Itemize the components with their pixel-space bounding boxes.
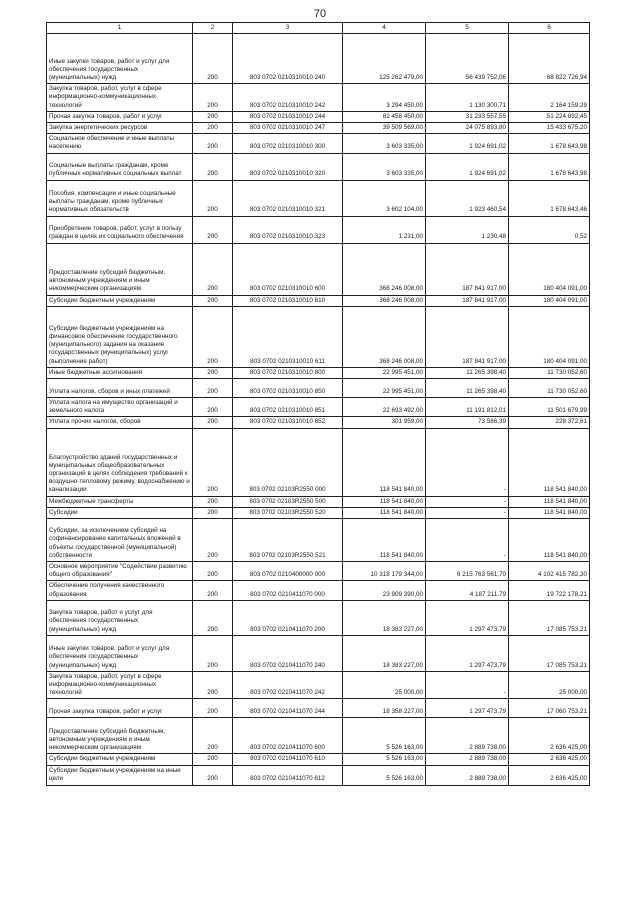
row-code-cell: 803 0702 0210310010 610	[233, 295, 343, 306]
row-column-2-cell: 200	[193, 34, 233, 84]
row-column-2-cell: 200	[193, 367, 233, 378]
row-column-2-cell: 200	[193, 754, 233, 765]
row-value-col4-cell: 5 526 163,00	[343, 765, 426, 785]
row-column-2-cell: 200	[193, 765, 233, 785]
row-name-cell: Иные закупки товаров, работ и услуг для обеспечения государственных (муниципальных) нужд	[47, 635, 193, 671]
row-column-2-cell: 200	[193, 216, 233, 243]
row-name-cell: Социальное обеспечение и иные выплаты населению	[47, 134, 193, 153]
row-code-cell: 803 0702 0210411070 242	[233, 671, 343, 699]
row-value-col6-cell: 19 722 178,21	[509, 581, 590, 600]
row-column-2-cell: 200	[193, 428, 233, 496]
row-value-col6-cell: 1 678 643,98	[509, 153, 590, 180]
row-code-cell: 803 0702 02103R2550 521	[233, 519, 343, 562]
table-row	[47, 134, 590, 153]
table-row	[47, 754, 590, 765]
row-code-cell: 803 0702 0210310010 321	[233, 180, 343, 216]
row-value-col6-cell: 180 404 091,00	[509, 243, 590, 295]
row-value-col6-cell: 68 822 726,94	[509, 34, 590, 84]
row-name-cell: Иные закупки товаров, работ и услуг для обеспечения государственных (муниципальных) нужд	[47, 34, 193, 84]
table-row	[47, 581, 590, 600]
column-header: 4	[343, 23, 426, 34]
row-code-cell: 803 0702 0210411070 600	[233, 718, 343, 754]
row-name-cell: Субсидии, за исключением субсидий на софинансирование капитальных вложений в объекты государственной (муниципальной) собственности	[47, 519, 193, 562]
row-value-col6-cell: 17 085 753,21	[509, 635, 590, 671]
row-name-cell: Предоставление субсидий бюджетным, автономным учреждениям и иным некоммерческим организациям	[47, 243, 193, 295]
row-name-cell: Субсидии бюджетным учреждениям на иные цели	[47, 765, 193, 785]
row-value-col6-cell: 228 372,61	[509, 417, 590, 428]
row-value-col5-cell: 73 586,39	[426, 417, 509, 428]
row-name-cell: Предоставление субсидий бюджетным, автономным учреждениям и иным некоммерческим организациям	[47, 718, 193, 754]
row-column-2-cell: 200	[193, 600, 233, 635]
row-value-col6-cell: 2 636 425,00	[509, 718, 590, 754]
row-name-cell: Основное мероприятие "Содействие развитию общего образования"	[47, 562, 193, 581]
row-code-cell: 803 0702 02103R2550 000	[233, 428, 343, 496]
row-value-col5-cell: 2 889 738,00	[426, 718, 509, 754]
row-value-col6-cell: 180 404 091,00	[509, 306, 590, 367]
row-name-cell: Обеспечение получения качественного образования	[47, 581, 193, 600]
row-value-col5-cell: 1 297 473,79	[426, 635, 509, 671]
row-value-col5-cell: 2 889 738,00	[426, 765, 509, 785]
row-code-cell: 803 0702 02103R2550 520	[233, 507, 343, 518]
row-value-col6-cell: 118 541 840,00	[509, 507, 590, 518]
row-value-col5-cell: 56 439 752,06	[426, 34, 509, 84]
row-name-cell: Межбюджетные трансферты	[47, 496, 193, 507]
row-column-2-cell: 200	[193, 671, 233, 699]
row-code-cell: 803 0702 0210310010 320	[233, 153, 343, 180]
row-value-col4-cell: 22 995 451,00	[343, 379, 426, 398]
column-header: 1	[47, 23, 193, 34]
table-row	[47, 699, 590, 718]
table-row	[47, 507, 590, 518]
row-code-cell: 803 0702 0210310010 850	[233, 379, 343, 398]
row-value-col5-cell: 187 841 917,00	[426, 306, 509, 367]
row-value-col5-cell: 1 924 691,02	[426, 134, 509, 153]
row-name-cell: Прочая закупка товаров, работ и услуг	[47, 699, 193, 718]
table-row	[47, 398, 590, 417]
row-value-col5-cell: -	[426, 507, 509, 518]
row-value-col4-cell: 3 603 335,00	[343, 153, 426, 180]
row-value-col6-cell: 2 636 425,00	[509, 765, 590, 785]
table-row	[47, 295, 590, 306]
row-name-cell: Закупка товаров, работ, услуг в сфере информационно-коммуникационных технологий	[47, 84, 193, 112]
row-value-col4-cell: 301 959,00	[343, 417, 426, 428]
row-value-col5-cell: 187 841 917,00	[426, 243, 509, 295]
row-column-2-cell: 200	[193, 180, 233, 216]
table-row	[47, 519, 590, 562]
row-value-col5-cell: 11 265 398,40	[426, 379, 509, 398]
row-value-col6-cell: 17 085 753,21	[509, 600, 590, 635]
row-code-cell: 803 0702 0210411070 244	[233, 699, 343, 718]
row-code-cell: 803 0702 02103R2550 500	[233, 496, 343, 507]
row-value-col6-cell: 1 678 643,46	[509, 180, 590, 216]
row-code-cell: 803 0702 0210310010 240	[233, 34, 343, 84]
row-value-col6-cell: 118 541 840,00	[509, 519, 590, 562]
table-header-row	[47, 23, 590, 34]
row-value-col4-cell: 3 603 335,00	[343, 134, 426, 153]
row-column-2-cell: 200	[193, 635, 233, 671]
column-header: 3	[233, 23, 343, 34]
row-value-col6-cell: 2 164 159,29	[509, 84, 590, 112]
row-value-col4-cell: 3 602 104,00	[343, 180, 426, 216]
row-column-2-cell: 200	[193, 417, 233, 428]
row-column-2-cell: 200	[193, 699, 233, 718]
row-column-2-cell: 200	[193, 134, 233, 153]
row-value-col5-cell: 1 297 473,79	[426, 699, 509, 718]
row-value-col4-cell: 23 909 390,00	[343, 581, 426, 600]
row-column-2-cell: 200	[193, 379, 233, 398]
row-column-2-cell: 200	[193, 718, 233, 754]
row-value-col6-cell: 118 541 840,00	[509, 428, 590, 496]
row-value-col4-cell: 368 246 008,00	[343, 295, 426, 306]
row-value-col4-cell: 10 318 179 344,00	[343, 562, 426, 581]
row-value-col4-cell: 368 246 008,00	[343, 243, 426, 295]
row-name-cell: Закупка товаров, работ, услуг в сфере информационно-коммуникационных технологий	[47, 671, 193, 699]
row-code-cell: 803 0702 0210310010 323	[233, 216, 343, 243]
row-name-cell: Уплата налога на имущество организаций и земельного налога	[47, 398, 193, 417]
row-value-col4-cell: 3 294 450,00	[343, 84, 426, 112]
row-code-cell: 803 0702 0210310010 242	[233, 84, 343, 112]
row-column-2-cell: 200	[193, 519, 233, 562]
row-value-col4-cell: 118 541 840,00	[343, 428, 426, 496]
row-value-col5-cell: -	[426, 496, 509, 507]
row-code-cell: 803 0702 0210411070 240	[233, 635, 343, 671]
row-code-cell: 803 0702 0210310010 852	[233, 417, 343, 428]
row-value-col5-cell: 1 924 691,02	[426, 153, 509, 180]
table-row	[47, 718, 590, 754]
row-value-col5-cell: 1 297 473,79	[426, 600, 509, 635]
row-name-cell: Субсидии бюджетным учреждениям	[47, 754, 193, 765]
table-row	[47, 123, 590, 134]
row-name-cell: Иные бюджетные ассигнования	[47, 367, 193, 378]
row-name-cell: Пособия, компенсации и иные социальные выплаты гражданам, кроме публичных нормативных обязательств	[47, 180, 193, 216]
row-code-cell: 803 0702 0210411070 612	[233, 765, 343, 785]
row-column-2-cell: 200	[193, 398, 233, 417]
budget-table	[46, 22, 590, 786]
row-name-cell: Субсидии бюджетным учреждениям	[47, 295, 193, 306]
row-value-col4-cell: 18 383 227,00	[343, 635, 426, 671]
row-code-cell: 803 0702 0210310010 611	[233, 306, 343, 367]
row-code-cell: 803 0702 0210411070 200	[233, 600, 343, 635]
row-value-col4-cell: 22 995 451,00	[343, 367, 426, 378]
table-row	[47, 243, 590, 295]
row-value-col5-cell: 1 130 300,71	[426, 84, 509, 112]
table-row	[47, 635, 590, 671]
table-row	[47, 367, 590, 378]
row-value-col5-cell: 6 215 763 561,70	[426, 562, 509, 581]
column-header: 6	[509, 23, 590, 34]
row-column-2-cell: 200	[193, 562, 233, 581]
row-value-col6-cell: 180 404 091,00	[509, 295, 590, 306]
row-value-col4-cell: 118 541 840,00	[343, 519, 426, 562]
table-row	[47, 306, 590, 367]
row-value-col4-cell: 118 541 840,00	[343, 507, 426, 518]
row-name-cell: Субсидии	[47, 507, 193, 518]
row-name-cell: Социальные выплаты гражданам, кроме публичных нормативных социальных выплат	[47, 153, 193, 180]
table-row	[47, 671, 590, 699]
row-value-col6-cell: 1 678 643,98	[509, 134, 590, 153]
row-name-cell: Субсидии бюджетным учреждениям на финансовое обеспечение государственного (муниципального) задания на оказание государственных (муниципальных) услуг (выполнение работ)	[47, 306, 193, 367]
table-row	[47, 765, 590, 785]
row-column-2-cell: 200	[193, 84, 233, 112]
row-value-col5-cell: 2 889 738,00	[426, 754, 509, 765]
row-code-cell: 803 0702 0210411070 000	[233, 581, 343, 600]
row-value-col5-cell: 31 233 557,55	[426, 111, 509, 122]
row-name-cell: Закупка энергетических ресурсов	[47, 123, 193, 134]
row-value-col5-cell: -	[426, 671, 509, 699]
table-row	[47, 180, 590, 216]
row-value-col6-cell: 118 541 840,00	[509, 496, 590, 507]
row-value-col6-cell: 11 730 052,60	[509, 367, 590, 378]
table-row	[47, 600, 590, 635]
row-code-cell: 803 0702 0210310010 600	[233, 243, 343, 295]
row-value-col6-cell: 2 636 425,00	[509, 754, 590, 765]
table-row	[47, 34, 590, 84]
row-value-col4-cell: 18 358 227,00	[343, 699, 426, 718]
row-name-cell: Прочая закупка товаров, работ и услуг	[47, 111, 193, 122]
table-row	[47, 496, 590, 507]
row-value-col4-cell: 125 262 479,00	[343, 34, 426, 84]
row-column-2-cell: 200	[193, 295, 233, 306]
row-column-2-cell: 200	[193, 123, 233, 134]
row-column-2-cell: 200	[193, 243, 233, 295]
row-value-col4-cell: 5 526 163,00	[343, 754, 426, 765]
table-row	[47, 562, 590, 581]
row-value-col4-cell: 1 231,00	[343, 216, 426, 243]
row-value-col5-cell: 1 923 460,54	[426, 180, 509, 216]
row-value-col4-cell: 39 509 569,00	[343, 123, 426, 134]
row-value-col5-cell: 11 265 398,40	[426, 367, 509, 378]
table-row	[47, 417, 590, 428]
table-row	[47, 379, 590, 398]
column-header: 2	[193, 23, 233, 34]
row-column-2-cell: 200	[193, 507, 233, 518]
row-value-col6-cell: 15 433 675,20	[509, 123, 590, 134]
row-column-2-cell: 200	[193, 581, 233, 600]
row-value-col4-cell: 118 541 840,00	[343, 496, 426, 507]
row-value-col4-cell: 368 246 008,00	[343, 306, 426, 367]
row-code-cell: 803 0702 0210310010 244	[233, 111, 343, 122]
row-value-col5-cell: 24 075 893,80	[426, 123, 509, 134]
row-column-2-cell: 200	[193, 496, 233, 507]
table-row	[47, 428, 590, 496]
table-row	[47, 111, 590, 122]
row-value-col6-cell: 4 102 415 782,30	[509, 562, 590, 581]
row-value-col6-cell: 11 501 679,99	[509, 398, 590, 417]
row-value-col5-cell: -	[426, 519, 509, 562]
row-value-col4-cell: 22 693 492,00	[343, 398, 426, 417]
row-value-col5-cell: 4 187 211,79	[426, 581, 509, 600]
row-code-cell: 803 0702 0210310010 247	[233, 123, 343, 134]
row-value-col5-cell: 11 191 812,01	[426, 398, 509, 417]
row-name-cell: Уплата прочих налогов, сборов	[47, 417, 193, 428]
row-name-cell: Закупка товаров, работ и услуг для обеспечения государственных (муниципальных) нужд	[47, 600, 193, 635]
row-value-col6-cell: 0,52	[509, 216, 590, 243]
row-name-cell: Приобретение товаров, работ, услуг в пользу граждан в целях их социального обеспечения	[47, 216, 193, 243]
page-number: 70	[313, 8, 327, 20]
table-row	[47, 84, 590, 112]
table-row	[47, 216, 590, 243]
row-value-col4-cell: 25 000,00	[343, 671, 426, 699]
row-value-col6-cell: 25 000,00	[509, 671, 590, 699]
row-value-col6-cell: 17 060 753,21	[509, 699, 590, 718]
row-name-cell: Уплата налогов, сборов и иных платежей	[47, 379, 193, 398]
row-value-col6-cell: 51 224 892,45	[509, 111, 590, 122]
row-column-2-cell: 200	[193, 153, 233, 180]
row-name-cell: Благоустройство зданий государственных и муниципальных общеобразовательных организаций в целях соблюдения требований к воздушно-тепловому режиму, водоснабжению и канализации	[47, 428, 193, 496]
row-value-col5-cell: 187 841 917,00	[426, 295, 509, 306]
row-value-col5-cell: -	[426, 428, 509, 496]
row-value-col4-cell: 82 458 450,00	[343, 111, 426, 122]
row-code-cell: 803 0702 0210310010 800	[233, 367, 343, 378]
row-code-cell: 803 0702 0210310010 300	[233, 134, 343, 153]
row-column-2-cell: 200	[193, 306, 233, 367]
row-code-cell: 803 0702 0210310010 851	[233, 398, 343, 417]
row-value-col6-cell: 11 730 052,60	[509, 379, 590, 398]
row-code-cell: 803 0702 0210411070 610	[233, 754, 343, 765]
row-value-col5-cell: 1 230,48	[426, 216, 509, 243]
table-row	[47, 153, 590, 180]
row-value-col4-cell: 18 383 227,00	[343, 600, 426, 635]
column-header: 5	[426, 23, 509, 34]
row-value-col4-cell: 5 526 163,00	[343, 718, 426, 754]
row-column-2-cell: 200	[193, 111, 233, 122]
row-code-cell: 803 0702 0210400000 000	[233, 562, 343, 581]
